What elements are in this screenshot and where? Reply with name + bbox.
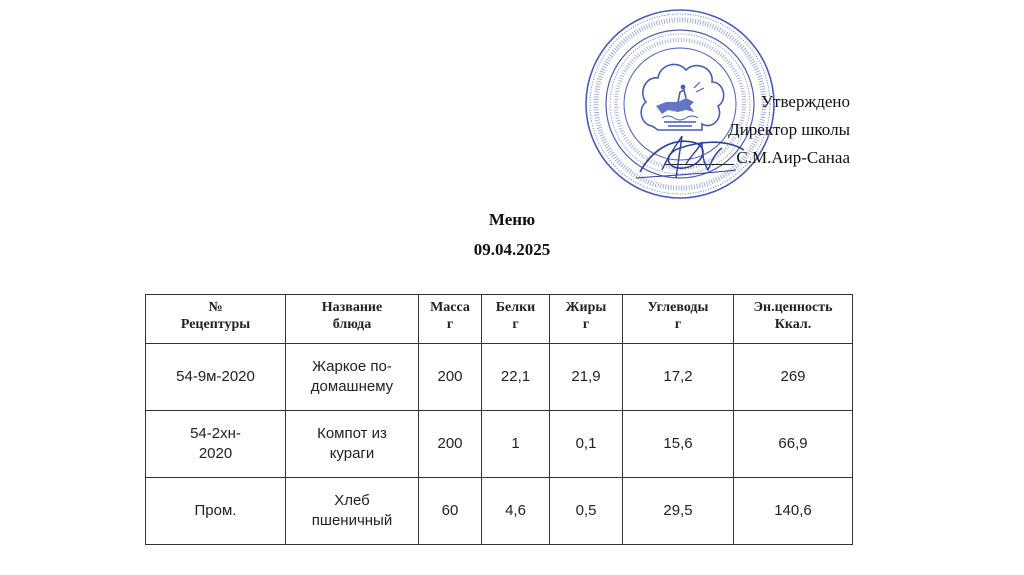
header-carbs: Углеводы г: [623, 295, 734, 344]
cell-carbs: 17,2: [623, 344, 734, 411]
cell-mass: 60: [419, 478, 482, 545]
cell-energy: 66,9: [734, 411, 853, 478]
table-row: [146, 411, 853, 478]
cell-dish: Хлеб пшеничный: [286, 478, 419, 545]
cell-fat: 0,1: [550, 411, 623, 478]
cell-energy: 269: [734, 344, 853, 411]
cell-protein: 1: [482, 411, 550, 478]
cell-energy: 140,6: [734, 478, 853, 545]
cell-carbs: 15,6: [623, 411, 734, 478]
table-header-row: [146, 295, 853, 344]
cell-mass: 200: [419, 344, 482, 411]
cell-recipe: Пром.: [146, 478, 286, 545]
cell-protein: 22,1: [482, 344, 550, 411]
menu-table: [145, 294, 853, 545]
approval-position: Директор школы: [728, 120, 850, 139]
header-recipe: № Рецептуры: [146, 295, 286, 344]
header-fat: Жиры г: [550, 295, 623, 344]
cell-protein: 4,6: [482, 478, 550, 545]
header-mass: Масса г: [419, 295, 482, 344]
director-signature: [632, 120, 752, 190]
header-energy: Эн.ценность Ккал.: [734, 295, 853, 344]
table-row: [146, 344, 853, 411]
menu-heading: Меню: [488, 210, 536, 229]
cell-mass: 200: [419, 411, 482, 478]
header-protein: Белки г: [482, 295, 550, 344]
cell-dish: Жаркое по- домашнему: [286, 344, 419, 411]
cell-fat: 0,5: [550, 478, 623, 545]
table-row: [146, 478, 853, 545]
cell-carbs: 29,5: [623, 478, 734, 545]
header-dish: Название блюда: [286, 295, 419, 344]
cell-recipe: 54-2хн- 2020: [146, 411, 286, 478]
approval-title: Утверждено: [761, 92, 850, 111]
menu-date: 09.04.2025: [473, 240, 551, 259]
cell-fat: 21,9: [550, 344, 623, 411]
cell-dish: Компот из кураги: [286, 411, 419, 478]
approval-name: С.М.Аир-Санаа: [736, 148, 850, 167]
cell-recipe: 54-9м-2020: [146, 344, 286, 411]
